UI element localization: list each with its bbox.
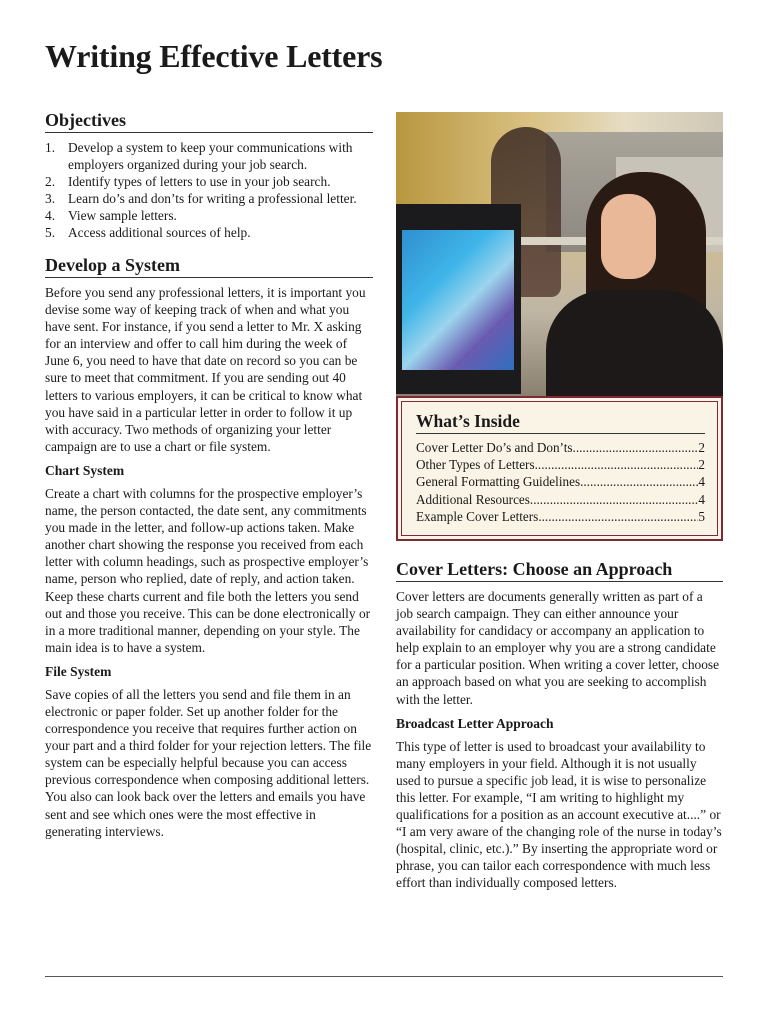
objectives-heading: Objectives bbox=[45, 110, 373, 133]
objective-item bbox=[45, 139, 373, 173]
develop-system-intro: Before you send any professional letters, it is important you devise some way of keeping track of when and what you have sent. For instance, if you send a letter to Mr. X asking for an interview and offer to call him during the week of June 6, you need to have that date on record so you can be sure to meet that commitment. If you are sending out 40 letters to various employers, it can be critical to know what you have said in a particular letter in order to follow it up with accuracy. Two methods of organizing your letter campaign are to use a chart or file system. bbox=[45, 285, 366, 454]
toc-label: Cover Letter Do’s and Don’ts bbox=[416, 440, 573, 455]
page-title: Writing Effective Letters bbox=[45, 38, 383, 74]
photo-monitor-screen bbox=[402, 230, 514, 370]
objective-text: View sample letters. bbox=[68, 208, 177, 223]
whats-inside-heading: What’s Inside bbox=[416, 411, 705, 434]
file-system-text: Save copies of all the letters you send and file them in an electronic or paper folder. Set up another folder for the correspondence you receive that requires further action on your part and a third folder for your rejection letters. The file system can be especially helpful because you can access previous correspondence when composing additional letters. You also can look back over the letters and emails you have sent and see which ones were the most effective in generating interviews. bbox=[45, 686, 372, 839]
broadcast-letter-text: This type of letter is used to broadcast your availability to many employers in your field. Although it is not usually used to pursue a specific job lead, it is wise to personalize this letter. For example, “I am writing to highlight my qualifications for a position as an account executive at....” or “I am very aware of the changing role of the nurse in today’s (hospital, clinic, etc.).” By inserting the appropriate word or phrase, you can tailor each correspondence with much less effort than individually composed letters. bbox=[396, 738, 722, 891]
toc-entry[interactable] bbox=[416, 491, 705, 508]
cover-letters-intro: Cover letters are documents generally written as part of a job search campaign. They can either announce your availability for candidacy or accompany an application to help explain to an employer why you are a strong candidate for a particular position. When writing a cover letter, choose an approach based on what you are seeking to accomplish with the letter. bbox=[396, 589, 720, 707]
cover-letters-heading: Cover Letters: Choose an Approach bbox=[396, 559, 723, 582]
objective-item bbox=[45, 190, 373, 207]
toc-page: 5 bbox=[698, 508, 705, 524]
chart-system-text: Create a chart with columns for the prospective employer’s name, the person contacted, the date sent, any commitments you made in the letter, and follow-up actions taken. Make another chart showing the response you received from each letter with column headings, such as prospective employer’s name, person who replied, date of reply, and action taken. Keep these charts current and file both the letters you send out and those you receive. This can be done electronically or in a more traditional manner, depending on your style. The main idea is to have a system. bbox=[45, 485, 371, 655]
chart-system-heading: Chart System bbox=[45, 462, 125, 478]
objective-text: Learn do’s and don’ts for writing a professional letter. bbox=[68, 191, 357, 206]
photo-woman-face bbox=[601, 194, 656, 279]
toc-page: 2 bbox=[698, 457, 705, 473]
objectives-section bbox=[45, 110, 373, 241]
objectives-list bbox=[45, 139, 373, 241]
footer-divider bbox=[45, 976, 723, 977]
toc-page: 4 bbox=[698, 491, 705, 507]
toc-label: Example Cover Letters bbox=[416, 508, 539, 524]
objective-text: Identify types of letters to use in your job search. bbox=[68, 174, 331, 189]
toc-entry[interactable] bbox=[416, 439, 705, 456]
file-system-heading: File System bbox=[45, 663, 112, 679]
cover-letters-section bbox=[396, 559, 723, 892]
objective-item bbox=[45, 207, 373, 224]
objective-text: Develop a system to keep your communications with employers organized during your job search. bbox=[68, 140, 353, 172]
broadcast-letter-heading: Broadcast Letter Approach bbox=[396, 715, 554, 731]
toc-entry[interactable] bbox=[416, 508, 705, 525]
toc-entry[interactable] bbox=[416, 473, 705, 490]
photo-woman-body bbox=[546, 290, 723, 396]
objective-number: 1. bbox=[45, 140, 56, 155]
left-column bbox=[45, 110, 373, 846]
objective-number: 4. bbox=[45, 208, 56, 223]
toc-entry[interactable] bbox=[416, 456, 705, 473]
develop-system-heading: Develop a System bbox=[45, 255, 373, 278]
toc-label: General Formatting Guidelines bbox=[416, 474, 581, 490]
toc-page: 2 bbox=[698, 440, 705, 455]
right-column bbox=[396, 112, 723, 898]
whats-inside-box bbox=[396, 396, 723, 541]
develop-system-section bbox=[45, 255, 373, 840]
objective-item bbox=[45, 173, 373, 190]
toc-label: Additional Resources bbox=[416, 491, 530, 507]
toc-page: 4 bbox=[698, 474, 705, 490]
toc-label: Other Types of Letters bbox=[416, 457, 535, 473]
objective-number: 2. bbox=[45, 174, 56, 189]
objective-item bbox=[45, 224, 373, 241]
objective-number: 3. bbox=[45, 191, 56, 206]
objective-number: 5. bbox=[45, 225, 56, 240]
office-photo bbox=[396, 112, 723, 396]
objective-text: Access additional sources of help. bbox=[68, 225, 251, 240]
